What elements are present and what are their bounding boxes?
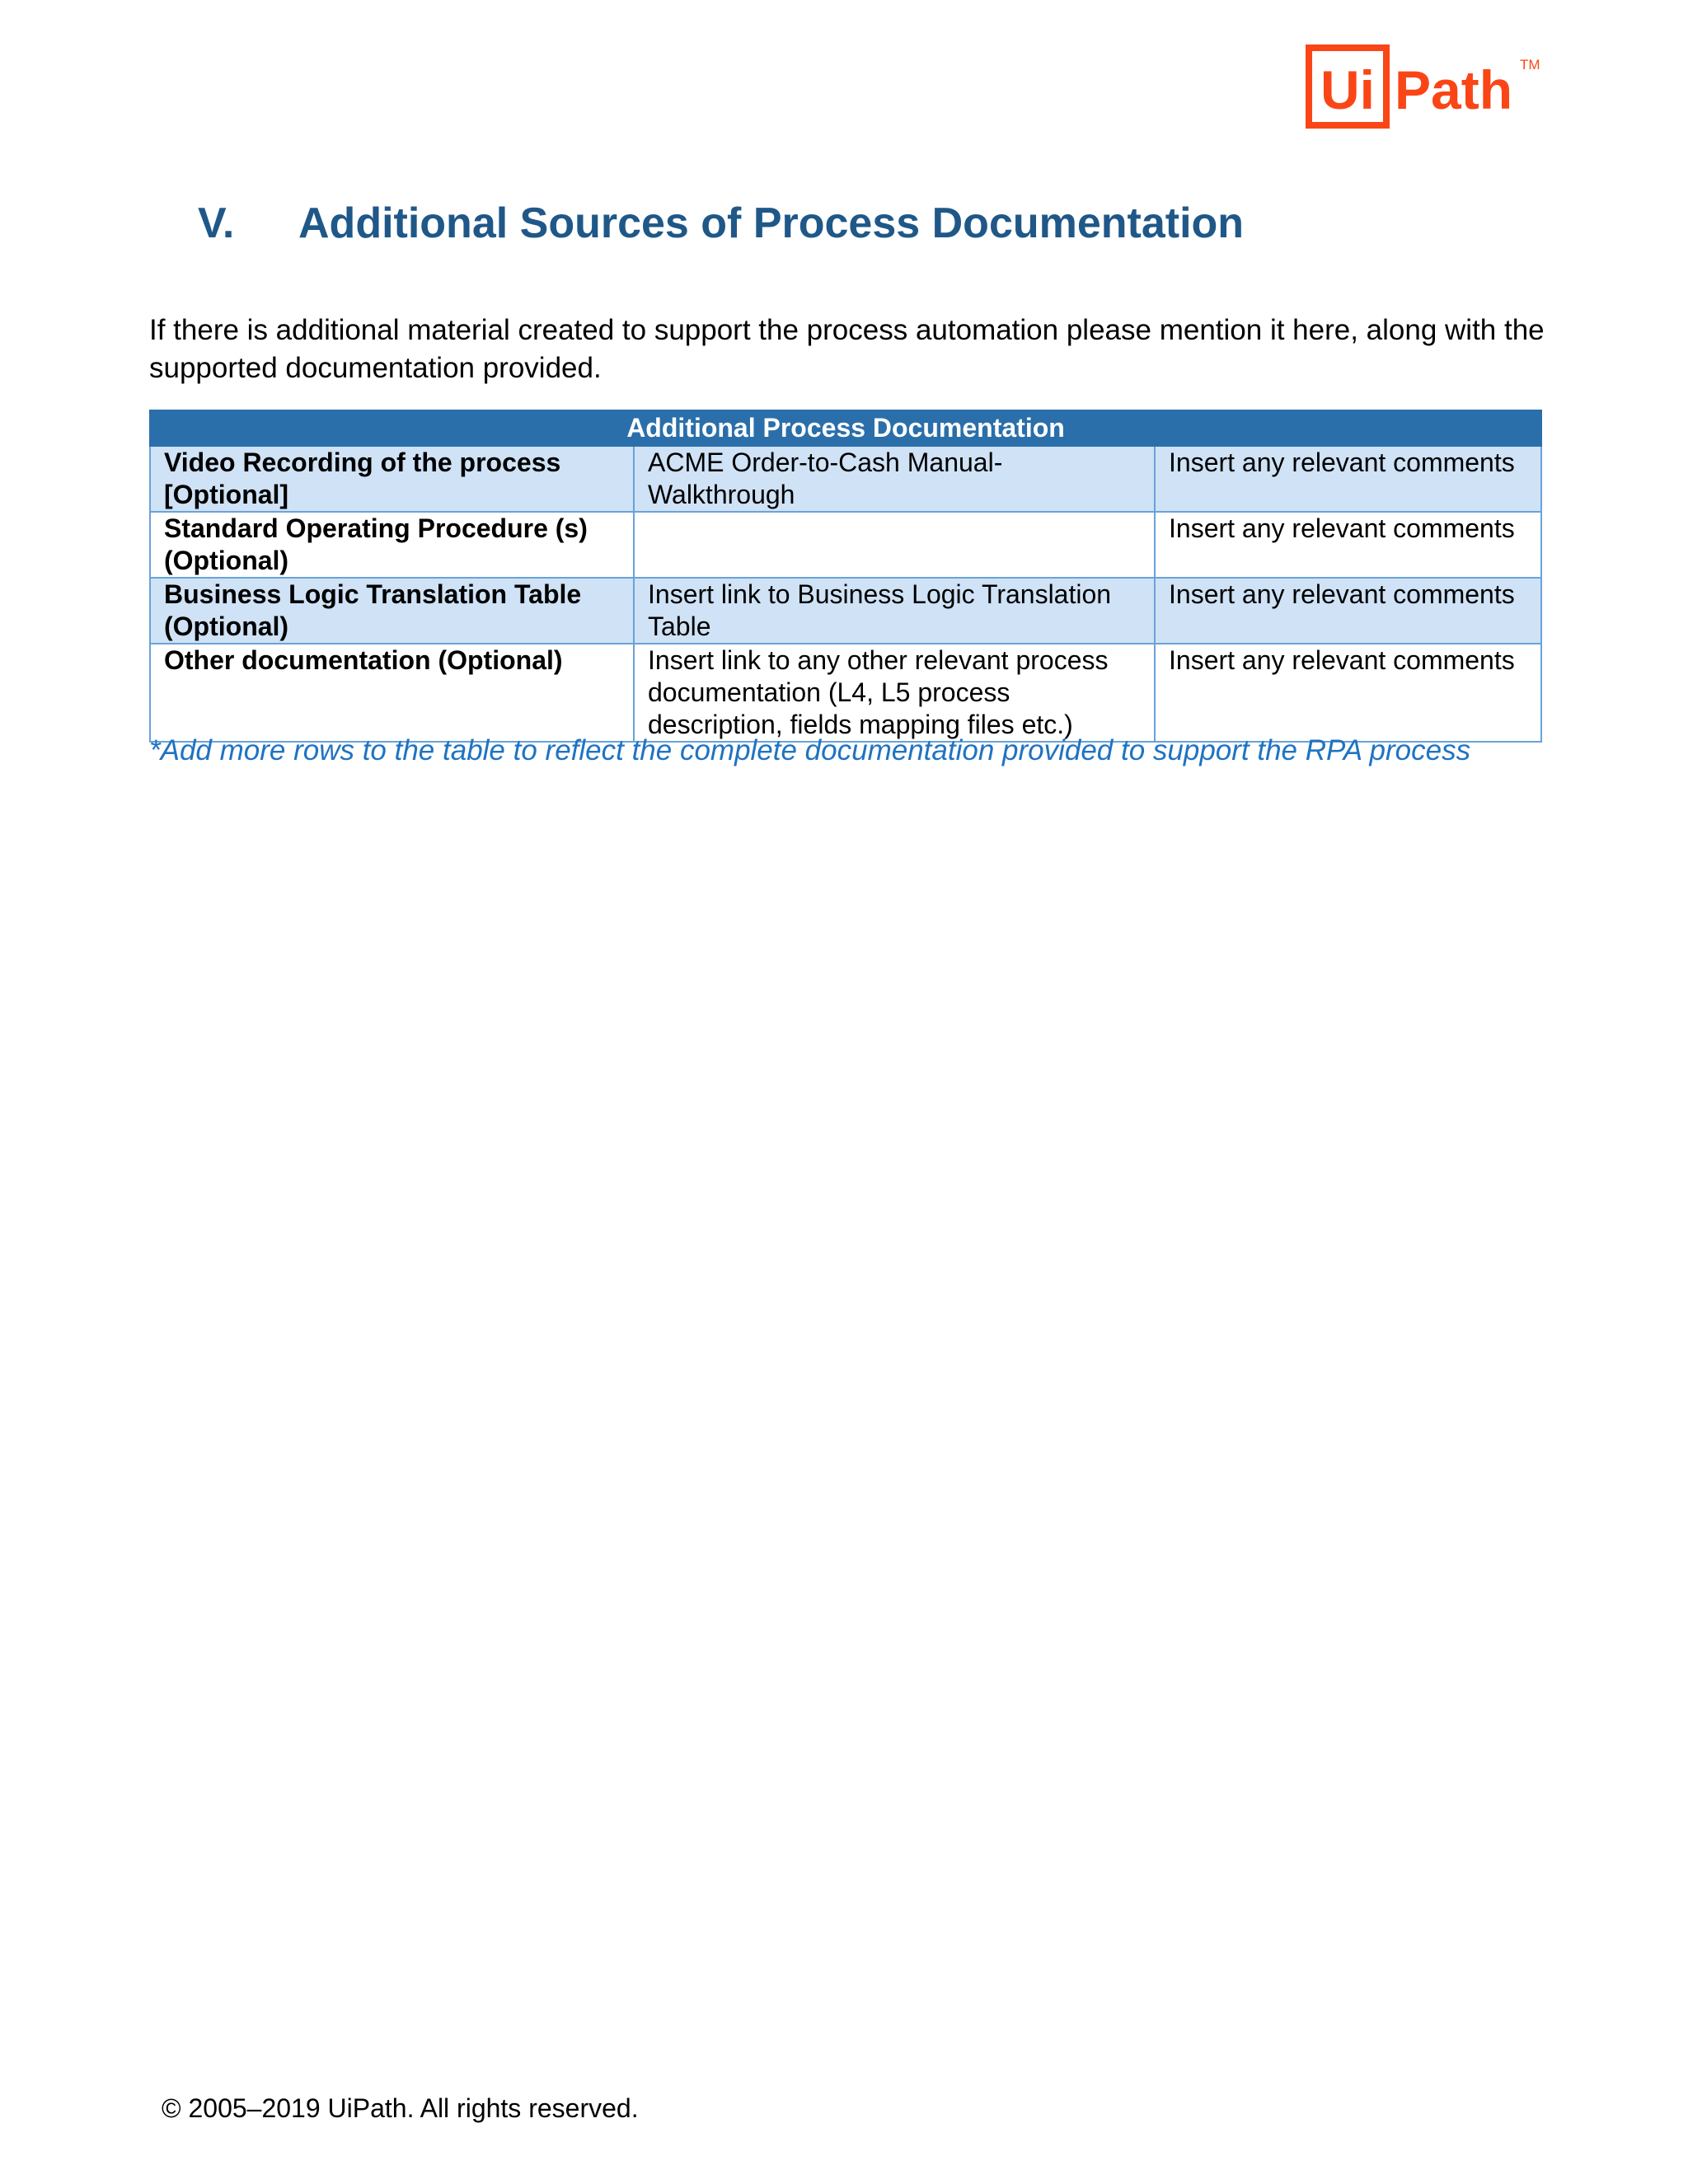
table-note: *Add more rows to the table to reflect the complete documentation provided to support the RPA process xyxy=(149,734,1471,766)
row-comment: Insert any relevant comments xyxy=(1155,446,1541,512)
logo-text: Path xyxy=(1395,59,1513,120)
table-row xyxy=(150,644,1541,742)
table-header: Additional Process Documentation xyxy=(150,410,1541,446)
documentation-table xyxy=(149,410,1542,743)
table-row xyxy=(150,512,1541,578)
row-label: Standard Operating Procedure (s) (Optional) xyxy=(150,512,634,578)
table-row xyxy=(150,578,1541,644)
copyright-footer: © 2005–2019 UiPath. All rights reserved. xyxy=(162,2093,639,2123)
uipath-logo xyxy=(1306,45,1545,129)
row-value: Insert link to Business Logic Translation Table xyxy=(634,578,1155,644)
section-title: Additional Sources of Process Documentation xyxy=(298,199,1245,247)
table-row xyxy=(150,446,1541,512)
section-number: V. xyxy=(198,199,235,247)
row-label: Other documentation (Optional) xyxy=(150,644,634,742)
row-comment: Insert any relevant comments xyxy=(1155,578,1541,644)
row-comment: Insert any relevant comments xyxy=(1155,644,1541,742)
intro-paragraph: If there is additional material created to support the process automation please mention it here, along with the supported documentation provided. xyxy=(149,314,1545,384)
row-value: Insert link to any other relevant process documentation (L4, L5 process description, fields mapping files etc.) xyxy=(634,644,1155,742)
logo-trademark: TM xyxy=(1520,57,1540,73)
row-value xyxy=(634,512,1155,578)
row-label: Business Logic Translation Table (Optional) xyxy=(150,578,634,644)
section-heading xyxy=(198,194,1244,252)
logo-box-text: Ui xyxy=(1320,59,1375,120)
row-label: Video Recording of the process [Optional] xyxy=(150,446,634,512)
row-value: ACME Order-to-Cash Manual-Walkthrough xyxy=(634,446,1155,512)
row-comment: Insert any relevant comments xyxy=(1155,512,1541,578)
